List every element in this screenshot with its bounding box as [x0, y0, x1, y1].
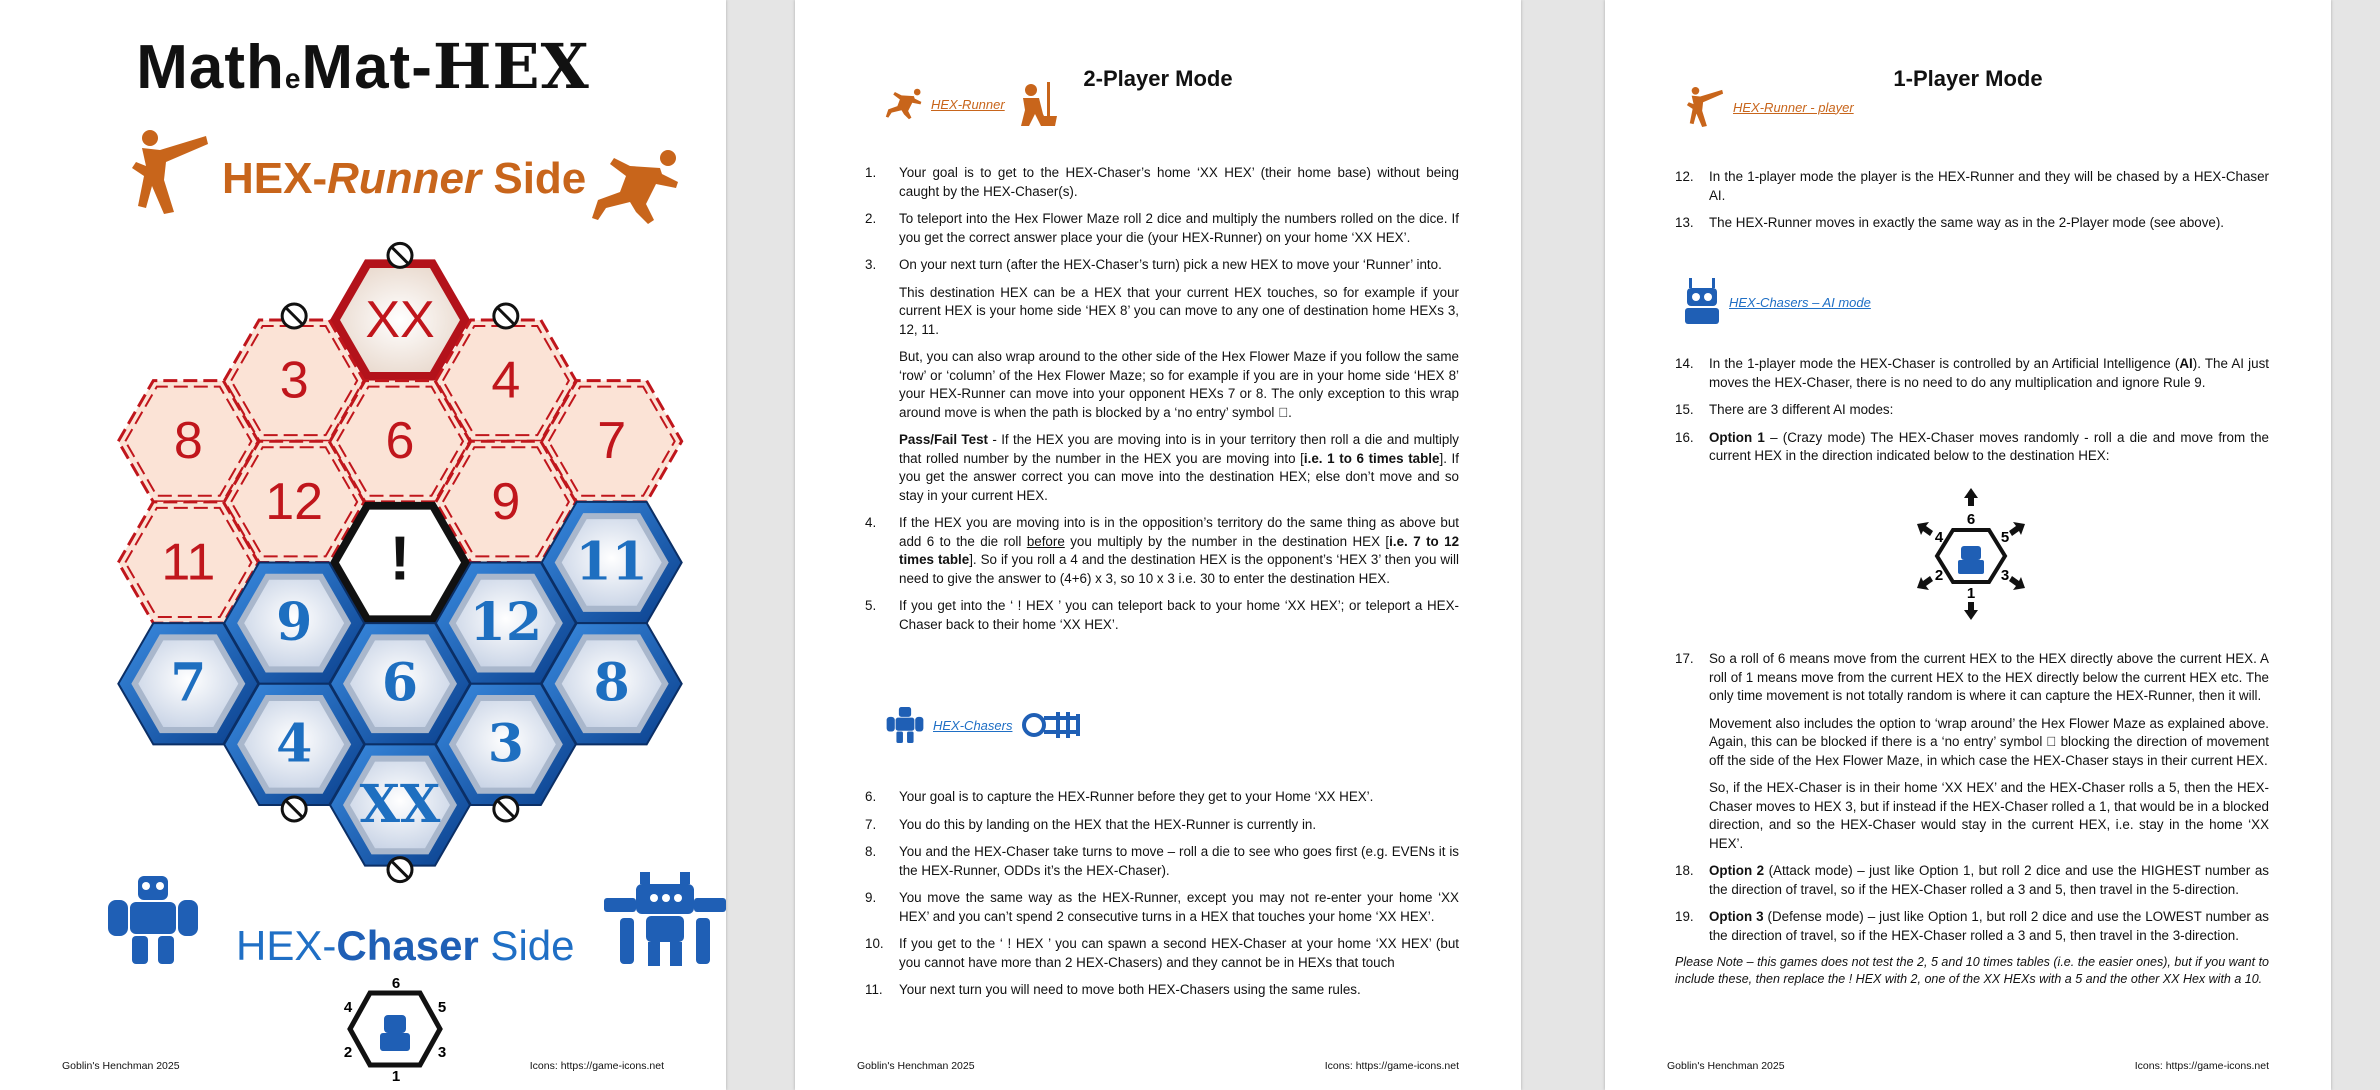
hex-label-3: 8 [173, 412, 203, 471]
page-1 [0, 0, 726, 1090]
hex-label-18: XX [359, 773, 441, 835]
hex-label-4: 6 [385, 412, 415, 471]
page-2 [795, 0, 1521, 1090]
one-player-rules-a [1675, 168, 2269, 242]
rule-14: 14. In the 1-player mode the HEX-Chaser is controlled by an Artificial Intelligence (AI). The AI just moves the HEX-Chaser, there is no need to do any multiplication and ignore Rule 9. [1675, 356, 2269, 390]
kicking-runner-icon [128, 128, 212, 216]
hex-label-10: 11 [575, 531, 648, 593]
hex-label-17: 3 [487, 713, 524, 775]
rule-19: 19. Option 3 (Defense mode) – just like Option 1, but roll 2 dice and use the LOWEST number as the direction of travel, so if the HEX-Chaser rolled a 3 and 5, then travel in the 3-direction. [1675, 909, 2269, 943]
rule-12: 12. In the 1-player mode the player is the HEX-Runner and they will be chased by a HEX-Chaser AI. [1675, 169, 2269, 203]
page-3 [1605, 0, 2331, 1090]
rule-10: 10. If you get to the ‘ ! HEX ’ you can spawn a second HEX-Chaser at your home ‘XX HEX’ (but you cannot have more than 2 HEX-Chasers) and they cannot be in HEXs that touch [865, 936, 1459, 970]
chasers-ai-header [1683, 278, 1871, 326]
dir-label-2: 2 [343, 1044, 353, 1061]
rule-17-detail-b: So, if the HEX-Chaser is in their home ‘XX HEX’ and the HEX-Chaser rolls a 5, then the HEX-Chaser moves to HEX 3, but if instead if the HEX-Chaser rolled a 1, that would be in a blocked direction, and so the HEX-Chaser would stay in the current HEX, i.e. stay in the home ‘XX HEX’. [1709, 780, 2269, 851]
rule-16: 16. Option 1 – (Crazy mode) The HEX-Chaser moves randomly - roll a die and move from the current HEX in the direction indicated below to the destination HEX: [1675, 429, 2269, 463]
page-1-footer [62, 1060, 664, 1072]
runner-link[interactable]: HEX-Runner [931, 96, 1005, 112]
page-2-footer [857, 1060, 1459, 1072]
runner-side-heading: HEX-Runner Side [222, 154, 587, 203]
page-2-title: 2-Player Mode [1083, 66, 1233, 91]
footer-icons: Icons: https://game-icons.net [529, 1060, 664, 1072]
one-player-rules-b [1675, 355, 2269, 475]
page-3-title: 1-Player Mode [1893, 66, 2043, 91]
runner-player-link[interactable]: HEX-Runner - player [1733, 99, 1854, 115]
one-player-rules-c [1675, 650, 2269, 989]
hex-label-7: 9 [491, 472, 521, 531]
dir-label-1: 1 [391, 1068, 401, 1083]
rule-17-detail-a: Movement also includes the option to ‘wrap around’ the Hex Flower Maze as explained above. Again, this can be blocked if there is a ‘no entry’ symbol ⃠ blocking the direction of movement off the side of the Hex Flower Maze, in which case the HEX-Chaser stays in their current HEX. [1709, 715, 2269, 768]
hex-label-15: 8 [593, 652, 630, 714]
rule-11: 11. Your next turn you will need to move both HEX-Chasers using the same rules. [865, 982, 1361, 997]
dir-label-6b: 6 [1966, 511, 1976, 528]
rule-6: 6. Your goal is to capture the HEX-Runner before they get to your Home ‘XX HEX’. [865, 789, 1374, 804]
hex-label-9: ! [389, 524, 411, 594]
running-runner-icon [885, 85, 923, 123]
running-runner-icon [590, 148, 682, 226]
please-note: Please Note – this games does not test the 2, 5 and 10 times tables (i.e. the easier ones), but if you want to include these, then replace the ! HEX with 2, one of the XX HEXs with a 5 and the other XX Hex with a 10. [1675, 955, 2269, 987]
dir-label-1: 1 [1966, 585, 1976, 602]
chaser-side-heading: HEX-Chaser Side [236, 922, 575, 969]
footer-credit: Goblin's Henchman 2025 [1667, 1060, 1785, 1072]
dir-label-3: 3 [2000, 567, 2010, 584]
hex-label-5: 7 [597, 412, 627, 471]
runner-rules [865, 164, 1459, 643]
mech-chaser-icon [600, 870, 730, 970]
hex-flower-maze [100, 220, 700, 910]
title-e: e [284, 63, 302, 94]
rule-15: 15. There are 3 different AI modes: [1675, 402, 1894, 417]
hex-label-13: 7 [170, 652, 207, 714]
page-3-footer [1667, 1060, 2269, 1072]
title-mat: Mat- [301, 33, 433, 102]
chasers-ai-link[interactable]: HEX-Chasers – AI mode [1729, 294, 1871, 310]
dir-label-2: 2 [1934, 567, 1944, 584]
game-title [0, 30, 726, 103]
dir-label-4: 4 [343, 999, 353, 1016]
rule-18: 18. Option 2 (Attack mode) – just like Option 1, but roll 2 dice and use the HIGHEST number as the direction of travel, so if the HEX-Chaser rolled a 3 and 5, then travel in the 5-direction. [1675, 863, 2269, 897]
rule-3-detail-b: But, you can also wrap around to the other side of the Hex Flower Maze if you follow the same ‘row’ or ‘column’ of the Hex Flower Maze; so for example if you are in your home side ‘HEX 8’ your HEX-Runner can move into your opponent HEXs 7 or 8. The only exception to this wrap around move is when the path is blocked by a ‘no entry’ symbol ⃠. [899, 349, 1459, 420]
title-hex: HEX [432, 30, 590, 103]
ai-robot-icon [1683, 278, 1721, 326]
hex-label-2: 4 [491, 351, 521, 410]
ray-gun-icon [1020, 708, 1092, 742]
robot-chaser-icon [104, 872, 202, 968]
hex-label-0: XX [365, 291, 435, 349]
footer-icons: Icons: https://game-icons.net [2134, 1060, 2269, 1072]
rule-9: 9. You move the same way as the HEX-Runner, except you may not re-enter your home ‘XX HEX’ and you can’t spend 2 consecutive turns in a HEX that touches your home ‘XX HEX’. [865, 890, 1459, 924]
footer-icons: Icons: https://game-icons.net [1324, 1060, 1459, 1072]
rule-2: 2. To teleport into the Hex Flower Maze roll 2 dice and multiply the numbers rolled on the dice. If you get the correct answer place your die (your HEX-Runner) on your home ‘XX HEX’. [865, 211, 1459, 245]
rule-3-detail-a: This destination HEX can be a HEX that your current HEX touches, so for example if your current HEX is your home side ‘HEX 8’ you can move to any one of destination home HEXs 3, 12, 11. [899, 284, 1459, 337]
rule-1: 1. Your goal is to get to the HEX-Chaser’s home ‘XX HEX’ (their home base) without being caught by the HEX-Chaser(s). [865, 165, 1459, 199]
footer-credit: Goblin's Henchman 2025 [857, 1060, 975, 1072]
runner-player-header [1685, 86, 1854, 128]
rule-5: 5. If you get into the ‘ ! HEX ’ you can teleport back to your home ‘XX HEX’; or teleport a HEX-Chaser back to their home ‘XX HEX’. [865, 598, 1459, 632]
dir-label-3: 3 [437, 1044, 447, 1061]
chaser-rules [865, 788, 1459, 1009]
hex-label-6: 12 [265, 472, 324, 531]
dir-label-6: 6 [391, 975, 401, 992]
dir-label-5: 5 [2000, 529, 2010, 546]
footer-credit: Goblin's Henchman 2025 [62, 1060, 180, 1072]
hex-label-16: 4 [276, 713, 313, 775]
dir-label-4: 4 [1934, 529, 1944, 546]
kicking-runner-icon [1685, 86, 1725, 128]
chasers-section-header [885, 705, 1092, 745]
hex-label-8: 11 [161, 533, 216, 592]
hex-label-12: 12 [469, 592, 543, 654]
hex-label-11: 9 [276, 592, 313, 654]
hex-label-1: 3 [279, 351, 309, 410]
digging-runner-icon [1013, 80, 1061, 128]
runner-section-header [885, 80, 1061, 128]
rule-4: 4. If the HEX you are moving into is in the opposition’s territory do the same thing as above but add 6 to the die roll before you multiply by the number in the destination HEX [i.e. 7 to 12 times table]. So if you roll a 4 and the destination HEX is the opponent’s ‘HEX 3’ then you will need to give the answer to (4+6) x 3, so 10 x 3 i.e. 30 to enter the destination HEX. [865, 515, 1460, 586]
hex-label-14: 6 [381, 652, 419, 714]
rule-13: 13. The HEX-Runner moves in exactly the same way as in the 2-Player mode (see above). [1675, 215, 2225, 230]
rule-17: 17. So a roll of 6 means move from the current HEX to the HEX directly above the current HEX. A roll of 1 means move from the current HEX to the HEX directly below the current HEX etc. The only time movement is not totally random is where it can capture the HEX-Runner, then it will. [1675, 651, 2269, 703]
title-math: Math [136, 33, 285, 102]
chasers-link[interactable]: HEX-Chasers [933, 717, 1013, 733]
dir-label-5: 5 [437, 999, 447, 1016]
direction-arrows-diagram [1915, 488, 2027, 620]
rule-8: 8. You and the HEX-Chaser take turns to move – roll a die to see who goes first (e.g. EVENs it is the HEX-Runner, ODDs it’s the HEX-Chaser). [865, 844, 1459, 878]
robot-chaser-icon [885, 705, 925, 745]
rule-7: 7. You do this by landing on the HEX that the HEX-Runner is currently in. [865, 816, 1317, 832]
rule-3: 3. On your next turn (after the HEX-Chaser’s turn) pick a new HEX to move your ‘Runner’ into. [865, 257, 1442, 272]
pass-fail-test: Pass/Fail Test - If the HEX you are moving into is in your territory then roll a die and multiply that rolled number by the number in the HEX you are moving into [i.e. 1 to 6 times table]. If you get the answer correct you can move into the destination HEX; else don’t move and so stay in your current HEX. [899, 432, 1459, 503]
